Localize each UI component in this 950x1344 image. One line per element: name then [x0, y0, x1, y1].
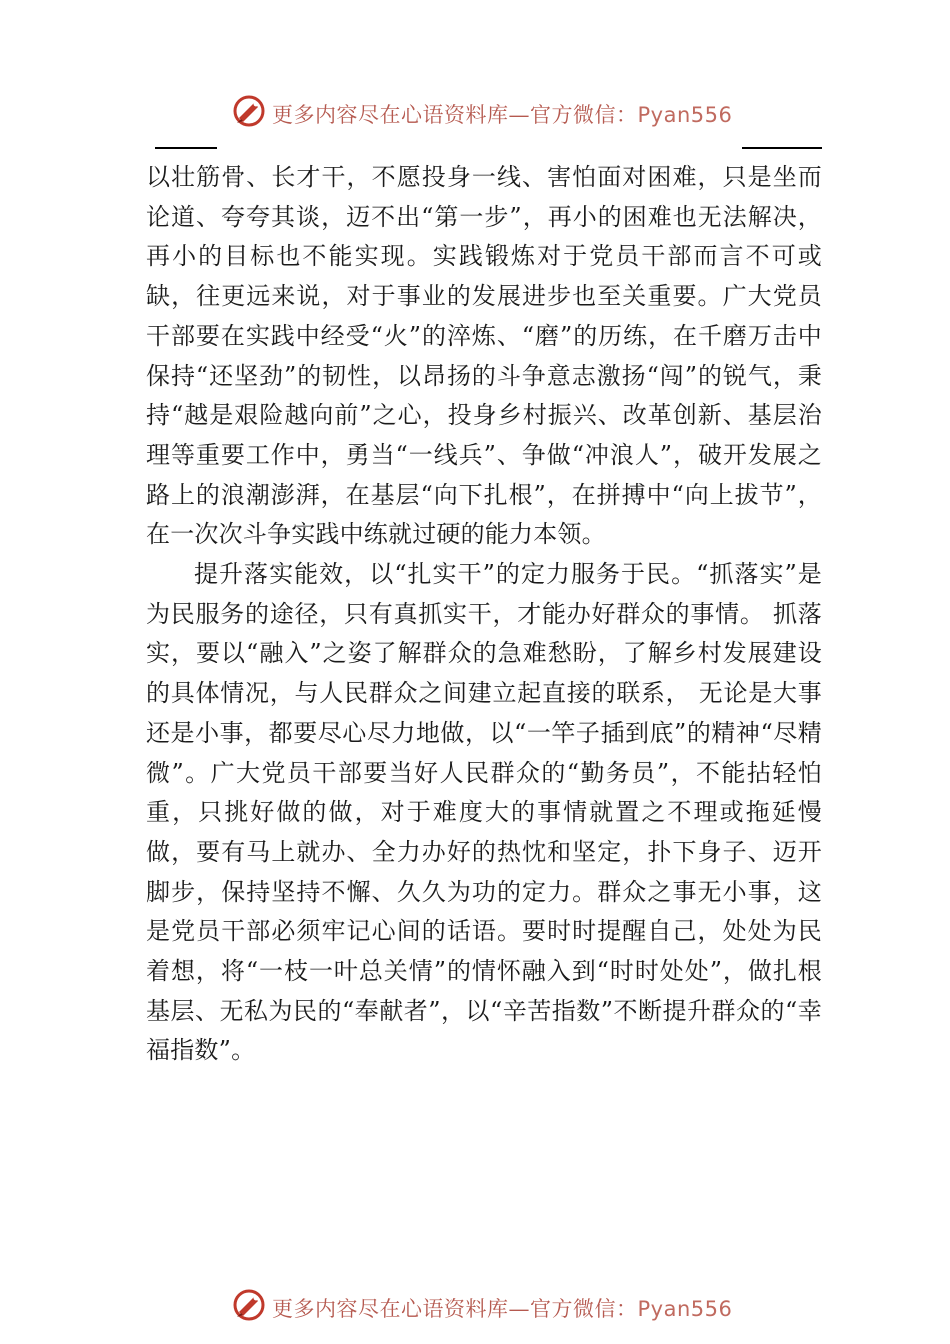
page-header	[0, 92, 950, 142]
header-rule-left	[155, 147, 217, 149]
footer-site-name: 更多内容尽在心语资料库	[272, 1297, 509, 1321]
red-circle-pen-logo-icon	[232, 94, 266, 128]
body-paragraph-1: 以壮筋骨、长才干，不愿投身一线、害怕面对困难，只是坐而论道、夸夸其谈，迈不出“第一步”，再小的困难也无法解决，再小的目标也不能实现。实践锻炼对于党员干部而言不可或缺，往更远来说，对于事业的发展进步也至关重要。广大党员干部要在实践中经受“火”的淬炼、“磨”的历练，在千磨万击中保持“还坚劲”的韧性，以昂扬的斗争意志激扬“闯”的锐气，秉持“越是艰险越向前”之心，投身乡村振兴、改革创新、基层治理等重要工作中，勇当“一线兵”、争做“冲浪人”，破开发展之路上的浪潮澎湃，在基层“向下扎根”，在拼搏中“向上拔节”，在一次次斗争实践中练就过硬的能力本领。	[146, 163, 822, 549]
footer-wechat-id: Pyan556	[637, 1297, 733, 1321]
header-rule-right	[742, 147, 822, 149]
document-body	[146, 158, 822, 1071]
page-footer	[0, 1286, 950, 1336]
body-paragraph-2: 提升落实能效，以“扎实干”的定力服务于民。“抓落实”是为民服务的途径，只有真抓实干，才能办好群众的事情。 抓落实，要以“融入”之姿了解群众的急难愁盼，了解乡村发展建设的具体情况，与人民群众之间建立起直接的联系， 无论是大事还是小事，都要尽心尽力地做，以“一竿子插到底”的精神“尽精微”。广大党员干部要当好人民群众的“勤务员”，不能拈轻怕重，只挑好做的做，对于难度大的事情就置之不理或拖延慢做，要有马上就办、全力办好的热忱和坚定，扑下身子、迈开脚步，保持坚持不懈、久久为功的定力。群众之事无小事，这是党员干部必须牢记心间的话语。要时时提醒自己，处处为民着想，将“一枝一叶总关情”的情怀融入到“时时处处”，做扎根基层、无私为民的“奉献者”，以“辛苦指数”不断提升群众的“幸福指数”。	[146, 560, 822, 1065]
header-wechat-id: Pyan556	[637, 103, 733, 127]
footer-separator: —	[508, 1297, 530, 1321]
footer-wechat-label: 官方微信：	[530, 1297, 638, 1321]
footer-text	[272, 1293, 732, 1323]
red-circle-pen-logo-icon	[232, 1288, 266, 1322]
header-wechat-label: 官方微信：	[530, 103, 638, 127]
header-separator: —	[508, 103, 530, 127]
header-text	[272, 99, 732, 129]
header-site-name: 更多内容尽在心语资料库	[272, 103, 509, 127]
